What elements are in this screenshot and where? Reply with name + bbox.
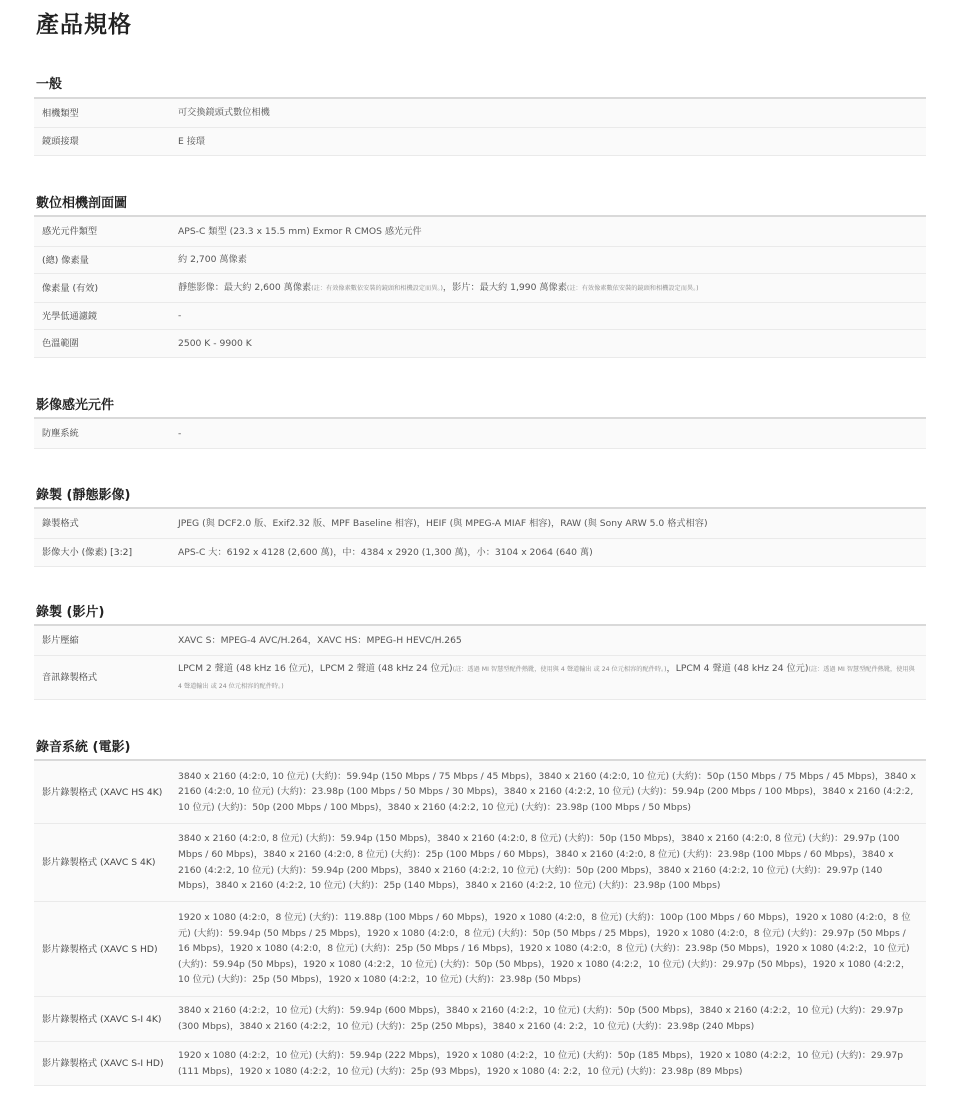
spec-value: E 接環 — [178, 135, 206, 147]
spec-value: - — [178, 427, 182, 439]
spec-value — [178, 280, 926, 297]
section-title-still-recording: 錄製 (靜態影像) — [36, 488, 131, 503]
spec-row — [34, 99, 926, 128]
spec-label: (總) 像素量 — [42, 254, 89, 266]
spec-value: XAVC S：MPEG-4 AVC/H.264，XAVC HS：MPEG-H HEVC/H.265 — [178, 634, 462, 646]
spec-label: 相機類型 — [42, 107, 79, 119]
spec-table-movie-system — [34, 759, 926, 1086]
spec-label: 影像大小 (像素) [3:2] — [42, 547, 133, 558]
spec-table-general — [34, 97, 926, 156]
spec-value: 1920 x 1080 (4:2:0，8 位元) (大約)：119.88p (100 Mbps / 60 Mbps)，1920 x 1080 (4:2:0，8 位元) (大約)：100p (100 Mbps / 60 Mbps)，1920 x 1080 (4:2:0，8 位元) (大約)：59.94p (50 Mbps / 25 Mbps)，1920 x 1080 (4:2:0，8 位元) (大約)：50p (50 Mbps / 25 Mbps)，1920 x 1080 (4:2:0，8 位元) (大約)：29.97p (50 Mbps / 16 Mbps)，1920 x 1080 (4:2:0，8 位元) (大約)：25p (50 Mbps / 16 Mbps)，1920 x 1080 (4:2:0，8 位元) (大約)：23.98p (50 Mbps)，1920 x 1080 (4:2:2，10 位元) (大約)：59.94p (50 Mbps)，1920 x 1080 (4:2:2，10 位元) (大約)：50p (50 Mbps)，1920 x 1080 (4:2:2，10 位元) (大約)：29.97p (50 Mbps)，1920 x 1080 (4:2:2，10 位元) (大約)：25p (50 Mbps)，1920 x 1080 (4:2:2，10 位元) (大約)：23.98p (50 Mbps) — [178, 912, 911, 986]
spec-value: 可交換鏡頭式數位相機 — [178, 107, 270, 119]
spec-value: 1920 x 1080 (4:2:2，10 位元) (大約)：59.94p (222 Mbps)，1920 x 1080 (4:2:2，10 位元) (大約)：50p (185 Mbps)，1920 x 1080 (4:2:2，10 位元) (大約)：29.97p (111 Mbps)，1920 x 1080 (4:2:2，10 位元) (大約)：25p (93 Mbps)，1920 x 1080 (4: 2:2，10 位元) (大約)：23.98p (89 Mbps) — [178, 1049, 904, 1077]
spec-label: 光學低通濾鏡 — [42, 310, 98, 322]
spec-row — [34, 128, 926, 156]
spec-row — [34, 761, 926, 824]
spec-table-movie-recording — [34, 624, 926, 700]
spec-row — [34, 274, 926, 303]
spec-value: JPEG (與 DCF2.0 版、Exif2.32 版、MPF Baseline 相容)，HEIF (與 MPEG-A MIAF 相容)，RAW (與 Sony ARW 5.0 格式相容) — [178, 517, 708, 529]
spec-value: APS-C 大：6192 x 4128 (2,600 萬)，中：4384 x 2920 (1,300 萬)，小：3104 x 2064 (640 萬) — [178, 546, 593, 558]
spec-label: 影片壓縮 — [42, 635, 79, 646]
spec-row — [34, 419, 926, 449]
spec-table-image-sensor — [34, 417, 926, 449]
spec-label: 音訊錄製格式 — [42, 672, 98, 683]
spec-row — [34, 824, 926, 902]
spec-label: 色溫範圍 — [42, 338, 79, 349]
spec-row — [34, 330, 926, 358]
spec-row — [34, 902, 926, 997]
value-note: (註：透過 MI 智慧型配件熱靴，使用與 4 聲道輸出 或 24 位元相容的配件時。) — [452, 665, 667, 673]
value-text: LPCM 2 聲道 (48 kHz 16 位元)，LPCM 2 聲道 (48 kHz 24 位元) — [178, 662, 453, 674]
value-text: ，LPCM 4 聲道 (48 kHz 24 位元) — [666, 662, 809, 674]
page-title: 產品規格 — [36, 12, 132, 38]
spec-label: 影片錄製格式 (XAVC S-I HD) — [42, 1058, 164, 1069]
spec-row — [34, 1042, 926, 1086]
value-text: 靜態影像：最大約 2,600 萬像素 — [178, 281, 312, 293]
spec-row — [34, 303, 926, 330]
section-title-movie-system: 錄音系統 (電影) — [36, 740, 131, 755]
spec-table-still-recording — [34, 507, 926, 567]
value-text: ，影片：最大約 1,990 萬像素 — [442, 281, 567, 293]
spec-label: 影片錄製格式 (XAVC S HD) — [42, 943, 158, 955]
spec-row — [34, 626, 926, 656]
spec-label: 影片錄製格式 (XAVC S 4K) — [42, 857, 156, 868]
section-title-general: 一般 — [36, 77, 63, 92]
spec-label: 感光元件類型 — [42, 226, 98, 237]
spec-value: - — [178, 310, 182, 322]
spec-label: 鏡頭接環 — [42, 136, 79, 147]
spec-label: 影片錄製格式 (XAVC S-I 4K) — [42, 1013, 162, 1025]
value-note: (註：有效像素數依安裝的鏡頭和相機設定而異。) — [566, 284, 699, 292]
spec-label: 影片錄製格式 (XAVC HS 4K) — [42, 786, 163, 798]
section-title-movie-recording: 錄製 (影片) — [36, 605, 105, 620]
spec-value: 3840 x 2160 (4:2:0, 8 位元) (大約)：59.94p (150 Mbps)，3840 x 2160 (4:2:0, 8 位元) (大約)：50p (150 Mbps)，3840 x 2160 (4:2:0, 8 位元) (大約)：29.97p (100 Mbps / 60 Mbps)，3840 x 2160 (4:2:0, 8 位元) (大約)：25p (100 Mbps / 60 Mbps)，3840 x 2160 (4:2:0, 8 位元) (大約)：23.98p (100 Mbps / 60 Mbps)，3840 x 2160 (4:2:2, 10 位元) (大約)：59.94p (200 Mbps)，3840 x 2160 (4:2:2, 10 位元) (大約)：50p (200 Mbps)，3840 x 2160 (4:2:2, 10 位元) (大約)：29.97p (140 Mbps)，3840 x 2160 (4:2:2, 10 位元) (大約)：25p (140 Mbps)，3840 x 2160 (4:2:2, 10 位元) (大約)：23.98p (100 Mbps) — [178, 833, 900, 892]
spec-row — [34, 217, 926, 247]
spec-value: APS-C 類型 (23.3 x 15.5 mm) Exmor R CMOS 感光元件 — [178, 225, 422, 237]
spec-row — [34, 656, 926, 700]
spec-row — [34, 539, 926, 567]
spec-row — [34, 509, 926, 539]
spec-value: 約 2,700 萬像素 — [178, 254, 247, 266]
spec-label: 像素量 (有效) — [42, 282, 99, 294]
value-note: (註：有效像素數依安裝的鏡頭和相機設定而異。) — [311, 284, 443, 292]
section-title-image-sensor: 影像感光元件 — [36, 398, 115, 413]
spec-value: 3840 x 2160 (4:2:0, 10 位元) (大約)：59.94p (150 Mbps / 75 Mbps / 45 Mbps)，3840 x 2160 (4:2:0, 10 位元) (大約)：50p (150 Mbps / 75 Mbps / 45 Mbps)，3840 x 2160 (4:2:0, 10 位元) (大約)：23.98p (100 Mbps / 50 Mbps / 30 Mbps)，3840 x 2160 (4:2:2, 10 位元) (大約)：59.94p (200 Mbps / 100 Mbps)，3840 x 2160 (4:2:2, 10 位元) (大約)：50p (200 Mbps / 100 Mbps)，3840 x 2160 (4:2:2, 10 位元) (大約)：23.98p (100 Mbps / 50 Mbps) — [178, 770, 916, 813]
spec-row — [34, 997, 926, 1042]
spec-row — [34, 247, 926, 274]
spec-value — [178, 661, 926, 694]
spec-label: 防塵系統 — [42, 428, 79, 439]
spec-value: 2500 K - 9900 K — [178, 337, 252, 349]
spec-value: 3840 x 2160 (4:2:2，10 位元) (大約)：59.94p (600 Mbps)，3840 x 2160 (4:2:2，10 位元) (大約)：50p (500 Mbps)，3840 x 2160 (4:2:2，10 位元) (大約)：29.97p (300 Mbps)，3840 x 2160 (4:2:2，10 位元) (大約)：25p (250 Mbps)，3840 x 2160 (4: 2:2，10 位元) (大約)：23.98p (240 Mbps) — [178, 1005, 904, 1032]
value-note: (註：透過 MI 智慧型配件熱靴，使用與 4 聲道輸出 或 24 位元相容的配件時。) — [178, 665, 915, 690]
spec-table-camera-profile — [34, 215, 926, 358]
spec-label: 錄製格式 — [42, 518, 79, 529]
section-title-camera-profile: 數位相機剖面圖 — [36, 196, 128, 211]
